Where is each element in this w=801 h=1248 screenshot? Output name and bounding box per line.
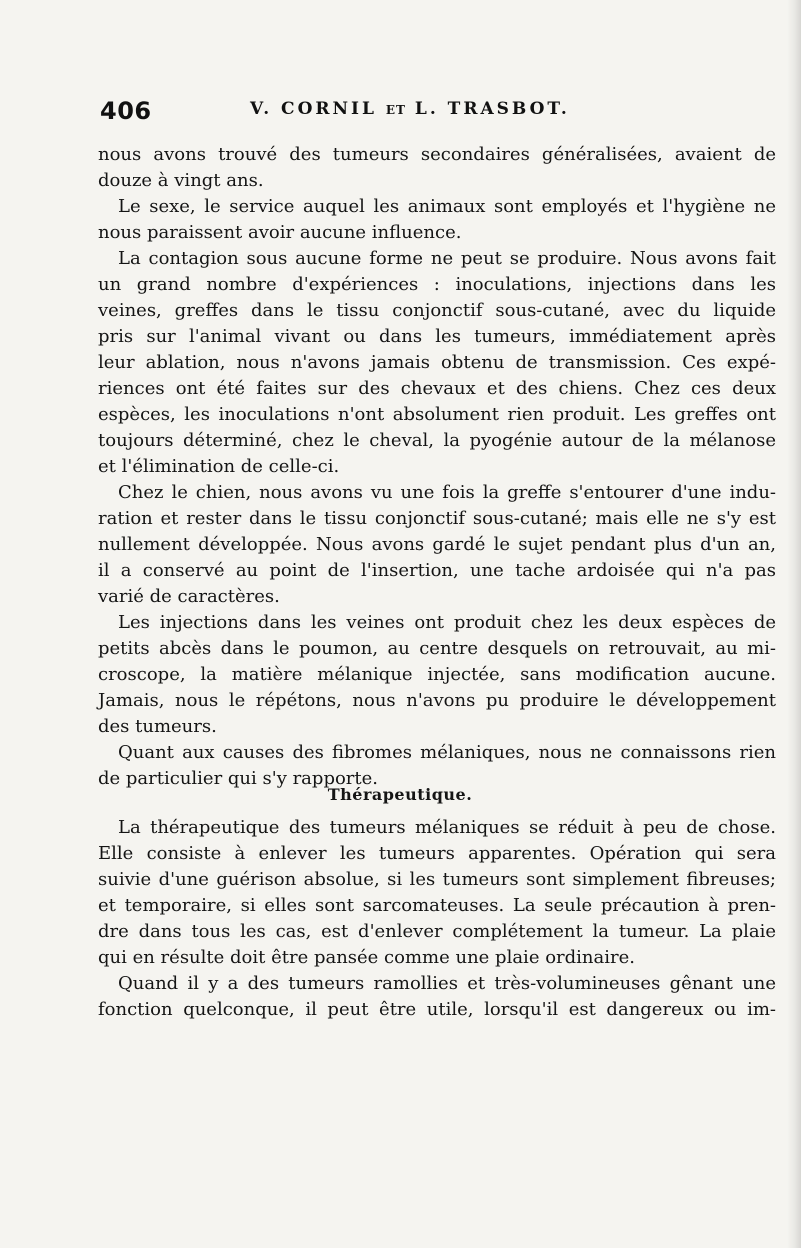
page-number: 406 xyxy=(100,97,152,125)
running-head-author-1: V. CORNIL xyxy=(250,99,377,119)
running-head-author-2: L. TRASBOT. xyxy=(414,99,570,119)
text-line: espèces, les inoculations n'ont absolument rien produit. Les greffes ont xyxy=(98,404,776,425)
text-line: Quand il y a des tumeurs ramollies et très-volumineuses gênant une xyxy=(118,973,776,994)
text-line: riences ont été faites sur des chevaux et des chiens. Chez ces deux xyxy=(98,378,776,399)
text-line: un grand nombre d'expériences : inoculations, injections dans les xyxy=(98,274,776,295)
text-line: varié de caractères. xyxy=(98,586,280,607)
text-line: pris sur l'animal vivant ou dans les tumeurs, immédiatement après xyxy=(98,326,776,347)
section-heading: Thérapeutique. xyxy=(327,785,473,804)
text-line: toujours déterminé, chez le cheval, la pyogénie autour de la mélanose xyxy=(98,430,776,451)
text-line: dre dans tous les cas, est d'enlever complétement la tumeur. La plaie xyxy=(98,921,776,942)
section-text xyxy=(98,815,776,1023)
text-line: veines, greffes dans le tissu conjonctif sous-cutané, avec du liquide xyxy=(98,300,776,321)
text-line: La thérapeutique des tumeurs mélaniques se réduit à peu de chose. xyxy=(118,817,776,838)
page-header xyxy=(100,97,760,131)
text-line: La contagion sous aucune forme ne peut se produire. Nous avons fait xyxy=(118,248,776,269)
text-line: des tumeurs. xyxy=(98,716,217,737)
text-line: fonction quelconque, il peut être utile, lorsqu'il est dangereux ou im- xyxy=(98,999,776,1020)
text-line: Jamais, nous le répétons, nous n'avons pu produire le développement xyxy=(98,690,776,711)
text-line: de particulier qui s'y rapporte. xyxy=(98,768,379,789)
body-text xyxy=(98,142,776,792)
running-head-conjunction: ET xyxy=(385,103,406,117)
text-line: Le sexe, le service auquel les animaux sont employés et l'hygiène ne xyxy=(118,196,776,217)
text-line: Quant aux causes des fibromes mélaniques, nous ne connaissons rien xyxy=(118,742,776,763)
page-edge-shadow xyxy=(787,0,801,1248)
text-line: il a conservé au point de l'insertion, une tache ardoisée qui n'a pas xyxy=(98,560,776,581)
text-line: douze à vingt ans. xyxy=(98,170,264,191)
running-head xyxy=(250,99,570,119)
text-line: leur ablation, nous n'avons jamais obtenu de transmission. Ces expé- xyxy=(98,352,776,373)
text-line: nullement développée. Nous avons gardé le sujet pendant plus d'un an, xyxy=(98,534,776,555)
text-line: Chez le chien, nous avons vu une fois la greffe s'entourer d'une indu- xyxy=(118,482,776,503)
text-line: nous paraissent avoir aucune influence. xyxy=(98,222,462,243)
text-line: Elle consiste à enlever les tumeurs apparentes. Opération qui sera xyxy=(98,843,776,864)
text-line: croscope, la matière mélanique injectée, sans modification aucune. xyxy=(98,664,776,685)
text-line: nous avons trouvé des tumeurs secondaires généralisées, avaient de xyxy=(98,144,776,165)
text-line: petits abcès dans le poumon, au centre desquels on retrouvait, au mi- xyxy=(98,638,776,659)
text-line: et l'élimination de celle-ci. xyxy=(98,456,340,477)
text-line: suivie d'une guérison absolue, si les tumeurs sont simplement fibreuses; xyxy=(98,869,776,890)
text-line: Les injections dans les veines ont produit chez les deux espèces de xyxy=(118,612,776,633)
text-line: ration et rester dans le tissu conjonctif sous-cutané; mais elle ne s'y est xyxy=(98,508,776,529)
text-line: et temporaire, si elles sont sarcomateuses. La seule précaution à pren- xyxy=(98,895,776,916)
text-line: qui en résulte doit être pansée comme une plaie ordinaire. xyxy=(98,947,635,968)
